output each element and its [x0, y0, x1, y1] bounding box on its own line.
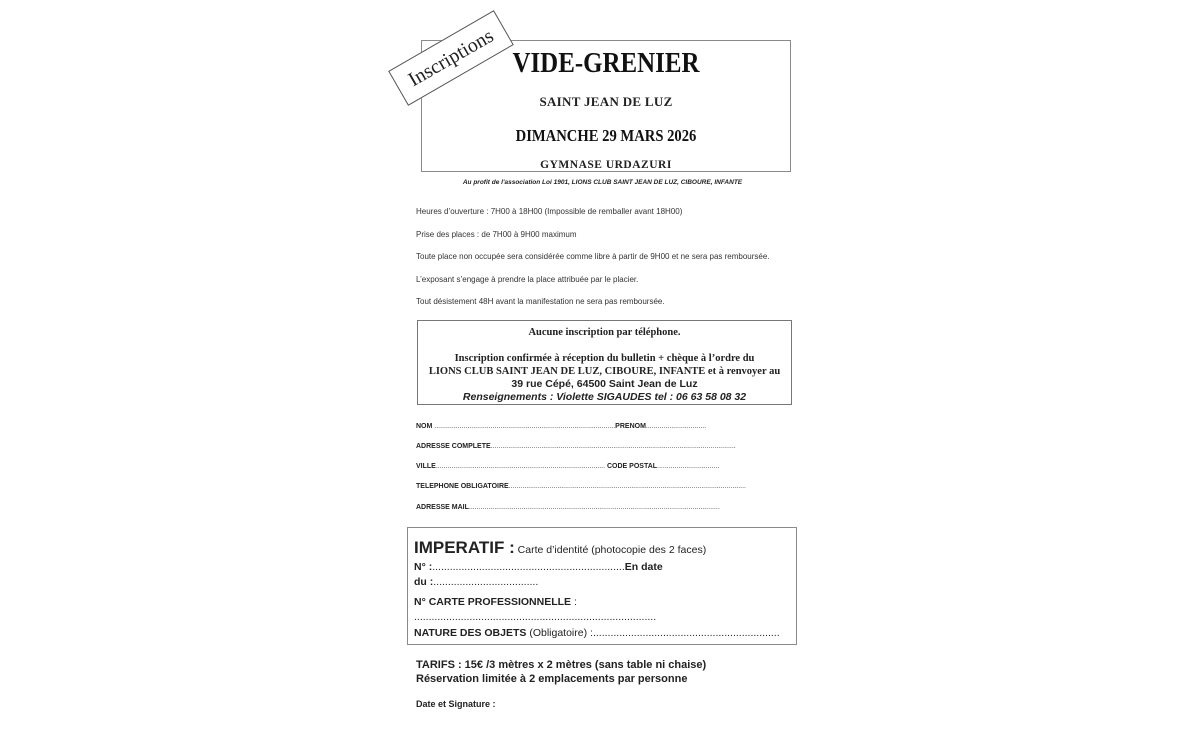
- id-date-label: En date: [624, 561, 663, 573]
- nature-note: (Obligatoire) :: [529, 627, 593, 639]
- event-city: SAINT JEAN DE LUZ: [539, 94, 673, 109]
- event-date: DIMANCHE 29 MARS 2026: [515, 126, 697, 145]
- pro-card-row: [414, 596, 577, 608]
- rule-placier: L’exposant s’engage à prendre la place attribuée par le placier.: [416, 275, 639, 284]
- event-venue: GYMNASE URDAZURI: [540, 159, 672, 171]
- no-phone-notice: Aucune inscription par téléphone.: [528, 327, 681, 338]
- field-telephone-input[interactable]: ..........................................................................................................................: [508, 483, 746, 490]
- field-nom-label: NOM: [416, 423, 433, 430]
- imperatif-label: IMPERATIF :: [414, 538, 515, 557]
- pro-card-colon: :: [573, 596, 577, 608]
- id-date-row[interactable]: [414, 576, 538, 588]
- field-telephone-row[interactable]: [416, 483, 746, 490]
- rule-cancellation: Tout désistement 48H avant la manifestation ne sera pas remboursée.: [416, 297, 665, 306]
- field-ville-row[interactable]: [416, 463, 719, 470]
- tarifs-line: TARIFS : 15€ /3 mètres x 2 mètres (sans table ni chaise): [416, 659, 707, 671]
- id-number-input[interactable]: ..................................................................: [432, 561, 625, 573]
- pro-card-input-row[interactable]: [414, 611, 656, 623]
- pro-card-label: N° CARTE PROFESSIONNELLE: [414, 596, 572, 608]
- field-mail-row[interactable]: [416, 504, 720, 511]
- pro-card-input[interactable]: ...................................................................................: [414, 611, 657, 623]
- rule-opening-hours: Heures d’ouverture : 7H00 à 18H00 (Impossible de remballer avant 18H00): [416, 207, 683, 216]
- association-note: Au profit de l'association Loi 1901, LIONS CLUB SAINT JEAN DE LUZ, CIBOURE, INFANTE: [462, 179, 743, 186]
- field-mail-input[interactable]: .................................................................................................................................: [468, 504, 720, 511]
- signature-label: Date et Signature :: [416, 699, 496, 709]
- field-adresse-label: ADRESSE COMPLETE: [416, 443, 491, 450]
- id-number-label: N° :: [414, 561, 433, 573]
- field-telephone-label: TELEPHONE OBLIGATOIRE: [416, 483, 509, 490]
- reservation-limit: Réservation limitée à 2 emplacements par personne: [416, 673, 688, 685]
- contact-info: Renseignements : Violette SIGAUDES tel : 06 63 58 08 32: [462, 391, 747, 403]
- field-prenom-label: PRENOM: [615, 423, 646, 430]
- nature-row[interactable]: [414, 627, 780, 639]
- field-adresse-row[interactable]: [416, 443, 736, 450]
- id-number-row[interactable]: [414, 561, 663, 573]
- imperatif-text: Carte d’identité (photocopie des 2 faces): [517, 544, 707, 556]
- confirmation-line-2: LIONS CLUB SAINT JEAN DE LUZ, CIBOURE, INFANTE et à renvoyer au: [428, 366, 781, 377]
- field-code-postal-label: CODE POSTAL: [607, 463, 658, 470]
- field-nom-input[interactable]: .............................................................................................: [434, 423, 616, 430]
- confirmation-line-1: Inscription confirmée à réception du bulletin + chèque à l’ordre du: [454, 353, 755, 364]
- mailing-address: 39 rue Cépé, 64500 Saint Jean de Luz: [511, 378, 698, 390]
- field-mail-label: ADRESSE MAIL: [416, 504, 469, 511]
- field-ville-label: VILLE: [416, 463, 436, 470]
- rule-setup-time: Prise des places : de 7H00 à 9H00 maximum: [416, 230, 577, 239]
- id-date-du-label: du :: [414, 576, 434, 588]
- nature-label: NATURE DES OBJETS: [414, 627, 527, 639]
- field-nom-row[interactable]: [416, 423, 706, 430]
- registration-info-box: [417, 320, 792, 405]
- rule-unoccupied-place: Toute place non occupée sera considérée comme libre à partir de 9H00 et ne sera pas remboursée.: [416, 252, 770, 261]
- nature-input[interactable]: ................................................................: [592, 627, 780, 639]
- event-title: VIDE-GRENIER: [512, 47, 700, 79]
- imperatif-row: [414, 538, 706, 558]
- id-date-input[interactable]: ....................................: [433, 576, 539, 588]
- field-adresse-input[interactable]: ..............................................................................................................................: [490, 443, 736, 450]
- field-ville-input[interactable]: .......................................................................................: [435, 463, 606, 470]
- inscriptions-stamp-label: Inscriptions: [404, 24, 498, 91]
- field-code-postal-input[interactable]: ................................: [657, 463, 720, 470]
- field-prenom-input[interactable]: ...............................: [645, 423, 707, 430]
